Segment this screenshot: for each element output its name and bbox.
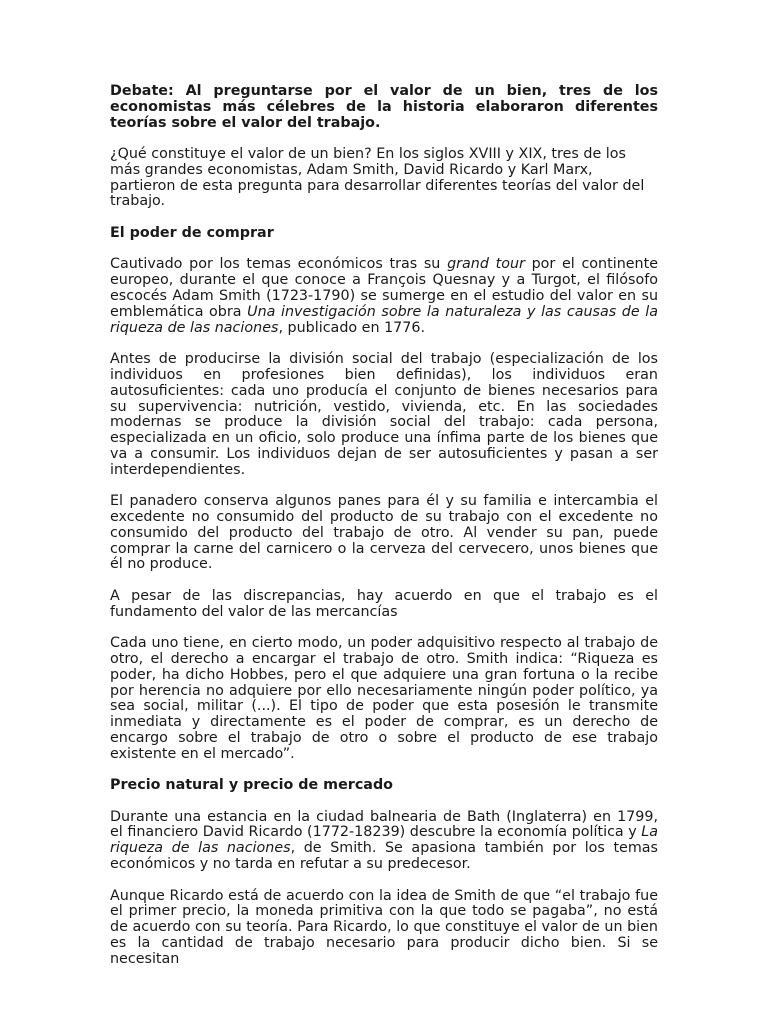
paragraph-text: por el continente europeo, durante el que conoce a François Quesnay y a Turgot, el filósofo escocés Adam Smith (1723-1790) se sumerge en el estudio del valor en su emblemática obra [110, 256, 659, 320]
paragraph-text: Durante una estancia en la ciudad balnearia de Bath (Inglaterra) en 1799, el financiero David Ricardo (1772-18239) descubre la economía política y [110, 808, 658, 841]
paragraph-ricardo-bath [110, 810, 658, 873]
paragraph-text: Cautivado por los temas económicos tras su [110, 256, 448, 273]
paragraph-ricardo-teoria: Aunque Ricardo está de acuerdo con la idea de Smith de que “el trabajo fue el primer precio, la moneda primitiva con la que todo se pagaba”, no está de acuerdo con su teoría. Para Ricardo, lo que constituye el valor de un bien es la cantidad de trabajo necesario para producir dicho bien. Si se necesitan [110, 887, 658, 967]
intro-heading: Debate: Al preguntarse por el valor de un bien, tres de los economistas más célebres de la historia elaboraron diferentes teorías sobre el valor del trabajo. [110, 83, 658, 131]
book-title-italic: Una investigación sobre la naturaleza y las causas de la riqueza de las naciones [110, 303, 658, 336]
section-heading-precio-natural: Precio natural y precio de mercado [110, 777, 393, 794]
paragraph-division-trabajo: Antes de producirse la división social del trabajo (especialización de los individuos en profesiones bien definidas), los individuos eran autosuficientes: cada uno producía el conjunto de bienes necesarios para su supervivencia: nutrición, vestido, vivienda, etc. En las sociedades modernas se produce la división social del trabajo: cada persona, especializada en un oficio, solo produce una ínfima parte de los bienes que va a consumir. Los individuos dejan de ser autosuficientes y pasan a ser interdependientes. [110, 351, 658, 478]
grand-tour-italic: grand tour [447, 256, 525, 273]
section-heading-poder-de-comprar: El poder de comprar [110, 224, 274, 241]
book-title-italic: La riqueza de las naciones [110, 824, 658, 857]
paragraph-acuerdo-trabajo: A pesar de las discrepancias, hay acuerdo en que el trabajo es el fundamento del valor de las mercancías [110, 587, 658, 620]
document-page [110, 84, 658, 983]
paragraph-poder-adquisitivo: Cada uno tiene, en cierto modo, un poder adquisitivo respecto al trabajo de otro, el derecho a encargar el trabajo de otro. Smith indica: “Riqueza es poder, ha dicho Hobbes, pero el que adquiere una gran fortuna o la recibe por herencia no adquiere por ello necesariamente ningún poder político, ya sea social, militar (...). El tipo de poder que esta posesión le transmite inmediata y directamente es el poder de comprar, es un derecho de encargo sobre el trabajo de otro o sobre el producto de ese trabajo existente en el mercado”. [110, 635, 658, 762]
intro-paragraph: ¿Qué constituye el valor de un bien? En los siglos XVIII y XIX, tres de los más grandes economistas, Adam Smith, David Ricardo y Karl Marx, partieron de esta pregunta para desarrollar diferentes teorías del valor del trabajo. [110, 146, 645, 210]
paragraph-panadero: El panadero conserva algunos panes para él y su familia e intercambia el excedente no consumido del producto de su trabajo con el excedente no consumido del producto del trabajo de otro. Al vender su pan, puede comprar la carne del carnicero o la cerveza del cervecero, unos bienes que él no produce. [110, 493, 658, 573]
paragraph-text: , de Smith. Se apasiona también por los temas económicos y no tarda en refutar a su predecesor. [110, 840, 658, 873]
paragraph-text: , publicado en 1776. [278, 319, 426, 336]
paragraph-adam-smith [110, 257, 658, 336]
